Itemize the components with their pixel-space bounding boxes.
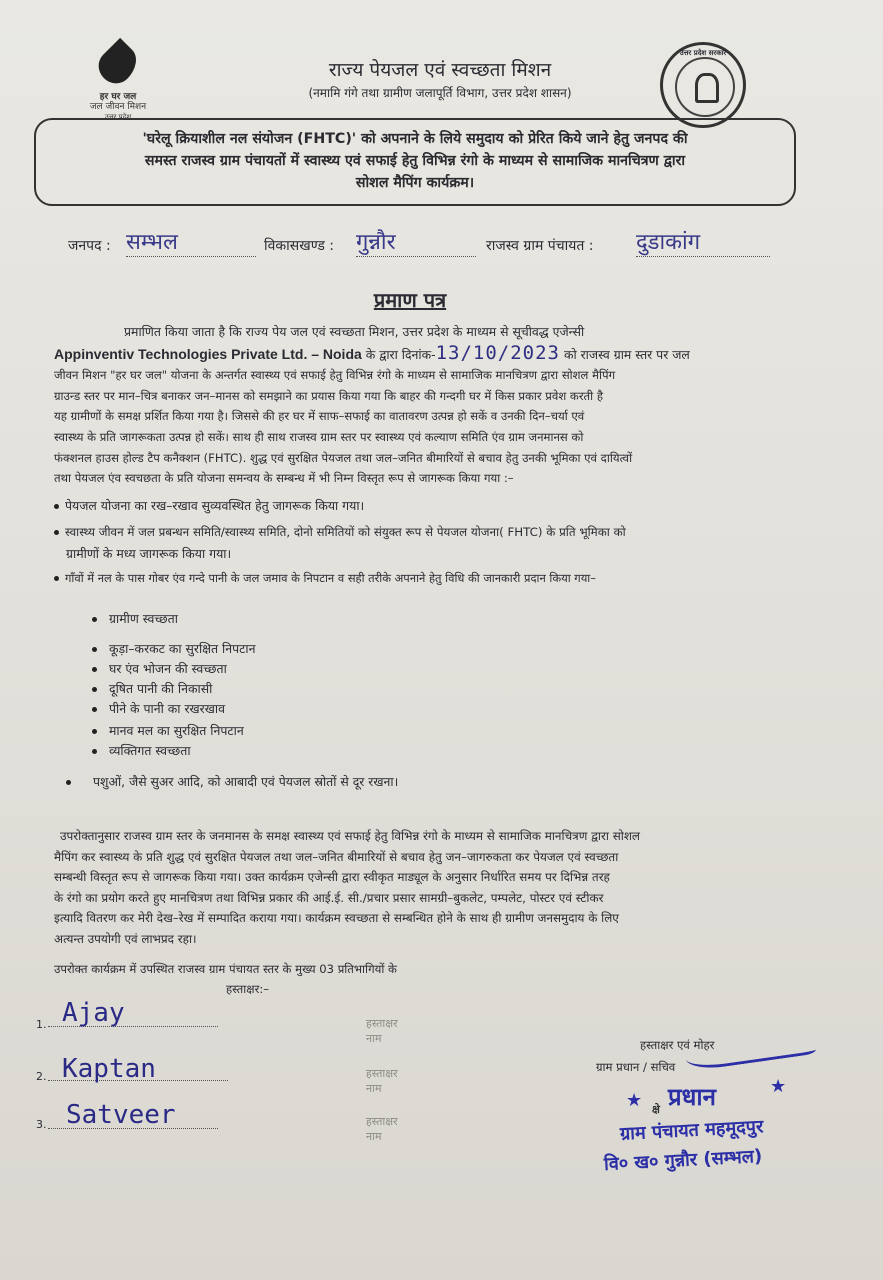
logo-text-2: जल जीवन मिशन bbox=[89, 102, 147, 112]
district-label: जनपद : bbox=[68, 238, 111, 254]
logo-text-1: हर घर जल bbox=[99, 92, 137, 102]
list-item: घर एंव भोजन की स्वच्छता bbox=[92, 660, 227, 677]
emblem-text: उत्तर प्रदेश सरकार bbox=[679, 49, 727, 57]
participants-intro: उपरोक्त कार्यक्रम में उपस्थित राजस्व ग्राम पंचायत स्तर के मुख्य 03 प्रतिभागियों के bbox=[54, 962, 397, 976]
participant-signatures bbox=[36, 1000, 396, 1150]
bullet-3 bbox=[54, 568, 824, 588]
participant-3-signature: Satveer bbox=[66, 1100, 176, 1130]
list-item: मानव मल का सुरक्षित निपटान bbox=[92, 722, 244, 739]
mission-subtitle: (नमामि गंगे तथा ग्रामीण जलापूर्ति विभाग, उत्तर प्रदेश शासन) bbox=[308, 86, 572, 100]
para1-line-2-tail: को राजस्व ग्राम स्तर पर जल bbox=[560, 346, 690, 362]
water-drop-icon bbox=[92, 38, 144, 90]
participant-2-faded-label: हस्ताक्षर नाम bbox=[366, 1067, 398, 1095]
stamp-role-short: क्षे bbox=[652, 1103, 660, 1116]
bullet-2-cont: ग्रामीणों के मध्य जागरूक किया गया। bbox=[66, 546, 232, 561]
stamp-panchayat: ग्राम पंचायत महमूदपुर bbox=[619, 1116, 764, 1145]
certificate-paragraph-2 bbox=[54, 826, 824, 950]
bullet-dot bbox=[54, 504, 59, 509]
pradhan-sign-label: हस्ताक्षर एवं मोहर bbox=[640, 1038, 715, 1052]
up-government-emblem bbox=[660, 42, 746, 128]
bullet-2 bbox=[54, 522, 824, 542]
bullet-4-text: पशुओं, जैसे सुअर आदि, को आबादी एवं पेयजल स्रोतों से दूर रखना। bbox=[93, 774, 399, 789]
list-item: कूड़ा–करकट का सुरक्षित निपटान bbox=[92, 640, 256, 657]
para2-line-5: इत्यादि वितरण कर मेरी देख–रेख में सम्पादित कराया गया। कार्यक्रम स्वच्छता से सम्बन्धित होने के साथ ही ग्रामीण जनसमुदाय के लिए bbox=[54, 911, 619, 926]
block-label: विकासखण्ड : bbox=[264, 238, 335, 254]
certificate-title: प्रमाण पत्र bbox=[373, 288, 447, 312]
list-item: दूषित पानी की निकासी bbox=[92, 680, 212, 697]
para2-line-3: सम्बन्धी विस्तृत रूप से जागरूक किया गया। उक्त कार्यक्रम एजेन्सी द्वारा स्वीकृत माड्यूल के अनुसार निर्धारित समय पर दिभिन्न तरह bbox=[54, 870, 610, 885]
participant-3-num: 3. bbox=[36, 1118, 47, 1131]
panchayat-label: राजस्व ग्राम पंचायत : bbox=[486, 238, 594, 254]
bullet-1 bbox=[54, 496, 824, 516]
participants-sign-label: हस्ताक्षर:– bbox=[226, 982, 270, 996]
para1-date-label: के द्वारा दिनांक- bbox=[361, 346, 436, 362]
pradhan-role: ग्राम प्रधान / सचिव bbox=[596, 1060, 676, 1074]
para1-line-5: यह ग्रामीणों के समक्ष प्रर्शित किया गया है। जिससे की हर घर में साफ–सफाई का वातावरण उत्पन्न हो सकें व उनकी दिन–चर्या एवं bbox=[54, 409, 585, 424]
mission-title: राज्य पेयजल एवं स्वच्छता मिशन bbox=[328, 59, 552, 81]
banner-line-2: समस्त राजस्व ग्राम पंचायतों में स्वास्थ्य एवं सफाई हेतु विभिन्न रंगो के माध्यम से सामाजिक मानचित्रण द्वारा bbox=[144, 153, 686, 169]
stamp-title: प्रधान bbox=[668, 1083, 716, 1111]
bullet-1-text: पेयजल योजना का रख–रखाव सुव्यवस्थित हेतु जागरूक किया गया। bbox=[65, 498, 365, 513]
panchayat-value: दुडाकांग bbox=[636, 226, 770, 257]
para1-line-7: फंक्शनल हाउस होल्ड टैप कनैक्शन (FHTC). शुद्ध एवं सुरक्षित पेयजल तथा जल–जनित बीमारियों से बचाव हेतु उनकी भूमिका एवं दायित्वों bbox=[54, 450, 633, 465]
para2-line-6: अत्यन्त उपयोगी एवं लाभप्रद रहा। bbox=[54, 931, 197, 946]
participant-2-num: 2. bbox=[36, 1070, 47, 1083]
list-item: ग्रामीण स्वच्छता bbox=[92, 610, 178, 627]
har-ghar-jal-logo bbox=[78, 44, 158, 121]
para2-line-1: उपरोक्तानुसार राजस्व ग्राम स्तर के जनमानस के समक्ष स्वास्थ्य एवं सफाई हेतु विभिन्न रंगो के माध्यम से सामाजिक मानचित्रण द्वारा सोशल bbox=[60, 829, 640, 843]
list-item: पीने के पानी का रखरखाव bbox=[92, 700, 225, 717]
bullet-2-text: स्वास्थ्य जीवन में जल प्रबन्धन समिति/स्वास्थ्य समिति, दोनो समितियों को संयुक्त रूप से पेयजल योजना( FHTC) के प्रति भूमिका को bbox=[65, 525, 626, 539]
bullet-dot bbox=[66, 780, 71, 785]
banner-line-1: 'घरेलू क्रियाशील नल संयोजन (FHTC)' को अपनाने के लिये समुदाय को प्रेरित किये जाने हेतु जनपद की bbox=[142, 131, 688, 147]
para1-line-3: जीवन मिशन "हर घर जल" योजना के अन्तर्गत स्वास्थ्य एवं सफाई हेतु विभिन्न रंगो के माध्यम से सामाजिक मानचित्रण द्वारा सोशल मैपिंग bbox=[54, 368, 616, 383]
program-date: 13/10/2023 bbox=[435, 341, 560, 364]
participant-1-signature: Ajay bbox=[62, 998, 125, 1028]
participant-3-faded-label: हस्ताक्षर नाम bbox=[366, 1115, 398, 1143]
list-item: व्यक्तिगत स्वच्छता bbox=[92, 742, 191, 759]
participant-1-faded-label: हस्ताक्षर नाम bbox=[366, 1017, 398, 1045]
para1-line-1: प्रमाणित किया जाता है कि राज्य पेय जल एवं स्वच्छता मिशन, उत्तर प्रदेश के माध्यम से सूचीवद्ध एजेन्सी bbox=[124, 324, 585, 339]
star-icon: ★ bbox=[770, 1076, 787, 1097]
bullet-3-text: गाँवों में नल के पास गोबर एंव गन्दे पानी के जल जमाव के निपटान व सही तरीके अपनाने हेतु विधि की जानकारी प्रदान किया गया– bbox=[65, 571, 596, 585]
banner-line-3: सोशल मैपिंग कार्यक्रम। bbox=[355, 175, 475, 191]
bullet-4 bbox=[66, 772, 836, 792]
para1-line-2 bbox=[54, 343, 824, 366]
agency-name: Appinventiv Technologies Private Ltd. – Noida bbox=[54, 345, 362, 362]
bullet-dot bbox=[54, 576, 59, 581]
block-value: गुन्नौर bbox=[356, 226, 476, 257]
participant-2-signature: Kaptan bbox=[62, 1054, 156, 1084]
para2-line-4: के रंगो का प्रयोग करते हुए मानचित्रण तथा विभिन्न प्रकार की आई.ई. सी./प्रचार प्रसार सामग्री–बुकलेट, पम्पलेट, पोस्टर एवं स्टीकर bbox=[54, 890, 604, 905]
para1-line-6: स्वास्थ्य के प्रति जागरूकता उत्पन्न हो सकें। साथ ही साथ राजस्व ग्राम स्तर पर स्वास्थ्य एवं कल्याण समिति एंव ग्राम जनमानस को bbox=[54, 429, 584, 444]
participant-1-num: 1. bbox=[36, 1018, 47, 1031]
stamp-block: वि० ख० गुन्नौर (सम्भल) bbox=[603, 1145, 763, 1176]
logo-text-3: उत्तर प्रदेश bbox=[104, 113, 132, 121]
pradhan-signature-scribble bbox=[682, 1011, 817, 1072]
emblem-icon bbox=[675, 57, 735, 117]
para2-line-2: मैपिंग कर स्वास्थ्य के प्रति शुद्ध एवं सुरक्षित पेयजल तथा जल–जनित बीमारियों से बचाव हेतु जन–जागरुकता कर पेयजल एवं स्वच्छता bbox=[54, 849, 619, 864]
bullet-dot bbox=[54, 530, 59, 535]
program-banner bbox=[34, 118, 796, 206]
certificate-paragraph-1 bbox=[54, 322, 824, 489]
pradhan-stamp bbox=[598, 1076, 848, 1196]
district-value: सम्भल bbox=[126, 226, 256, 257]
para1-line-8: तथा पेयजल एंव स्वचछता के प्रति योजना समन्वय के सम्बन्ध में भी निम्न विस्तृत रूप से जागरूक किया गया :– bbox=[54, 471, 514, 486]
para1-line-4: ग्राउन्ड स्तर पर मान–चित्र बनाकर जन–मानस को समझाने का प्रयास किया गया कि बाहर की गन्दगी घर में किस प्रकार प्रवेश करती है bbox=[54, 388, 604, 403]
location-fields bbox=[68, 232, 828, 258]
star-icon: ★ bbox=[626, 1090, 643, 1111]
